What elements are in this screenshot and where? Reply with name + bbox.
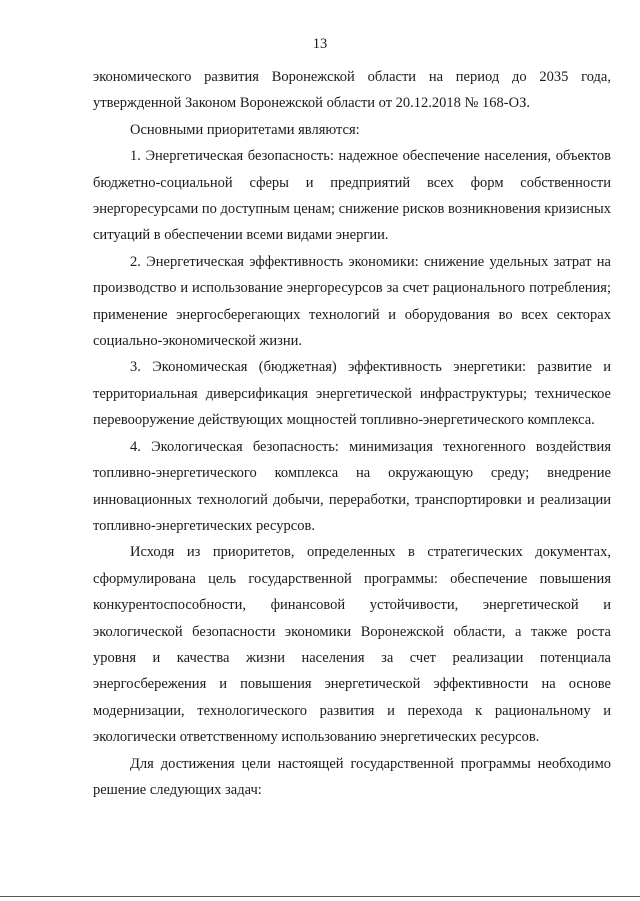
paragraph-continuation: экономического развития Воронежской области на период до 2035 года, утвержденной Законом Воронежской области от 20.12.2018 № 168-ОЗ.	[93, 69, 611, 112]
paragraph-priority-3: 3. Экономическая (бюджетная) эффективность энергетики: развитие и территориальная диверсификация энергетической инфраструктуры; техническое перевооружение действующих мощностей топливно-энергетического комплекса.	[93, 359, 611, 429]
document-body	[93, 64, 611, 803]
paragraph-program-goal: Исходя из приоритетов, определенных в стратегических документах, сформулирована цель государственной программы: обеспечение повышения конкурентоспособности, финансовой устойчивости, энергетической и экологической безопасности экономики Воронежской области, а также роста уровня и качества жизни населения за счет реализации потенциала энергосбережения и повышения энергетической эффективности на основе модернизации, технологического развития и перехода к рациональному и экологически ответственному использованию энергетических ресурсов.	[93, 544, 611, 746]
paragraph-priority-4: 4. Экологическая безопасность: минимизация техногенного воздействия топливно-энергетического комплекса на окружающую среду; внедрение инновационных технологий добычи, переработки, транспортировки и реализации топливно-энергетических ресурсов.	[93, 438, 611, 534]
page-bottom-edge	[0, 896, 640, 897]
paragraph-tasks-intro: Для достижения цели настоящей государственной программы необходимо решение следующих задач:	[93, 755, 611, 798]
paragraph-priorities-intro: Основными приоритетами являются:	[130, 121, 360, 138]
page-number: 13	[312, 36, 328, 52]
paragraph-priority-2: 2. Энергетическая эффективность экономики: снижение удельных затрат на производство и использование энергоресурсов за счет рационального потребления; применение энергосберегающих технологий и оборудования во всех секторах социально-экономической жизни.	[93, 253, 611, 350]
paragraph-priority-1: 1. Энергетическая безопасность: надежное обеспечение населения, объектов бюджетно-социальной сферы и предприятий всех форм собственности энергоресурсами по доступным ценам; снижение рисков возникновения кризисных ситуаций в обеспечении всеми видами энергии.	[93, 148, 611, 244]
